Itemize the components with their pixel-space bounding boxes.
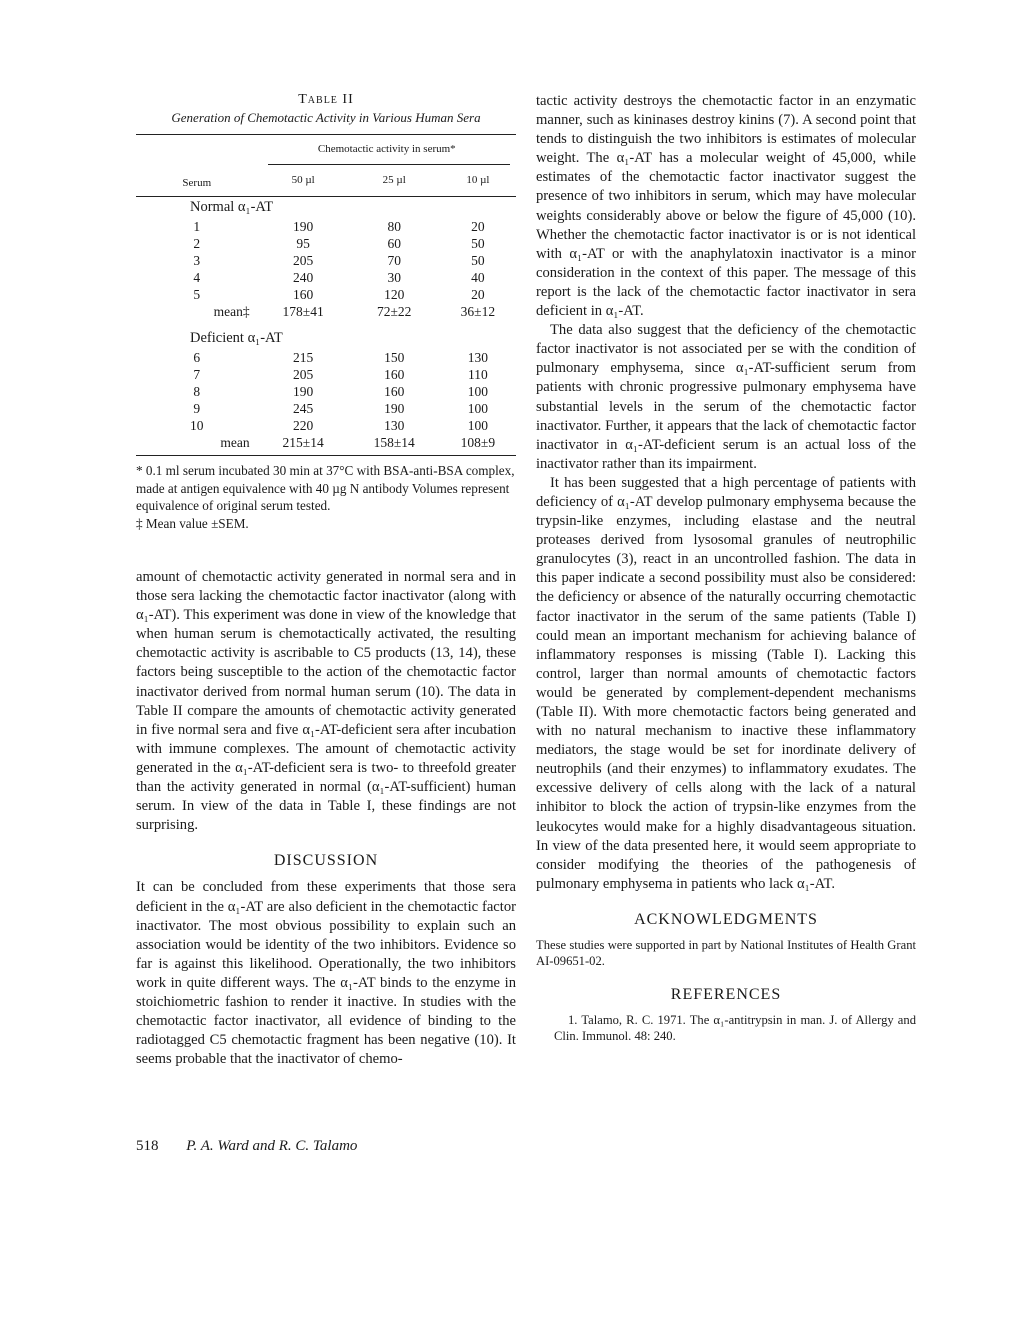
- paragraph: It has been suggested that a high percentage of patients with deficiency of α₁-AT develop pulmonary emphysema because the trypsin-like enzymes, including elastase and the neutral proteases derived from lysosomal granules of neutrophilic granulocytes (3), react in an uncontrolled fashion. The data in this paper indicate a second possibility must also be considered: the deficiency or absence of the naturally occurring chemotactic factor inactivator in the serum of the same patients (Table I) could mean an important mechanism for achieving balance of inflammatory responses is missing (Table I). Lacking this control, larger than normal amounts of chemotactic factors would be generated by complement-dependent mechanisms (Table II). With more chemotactic factors being generated and with no natural mechanism to inactive these inflammatory mediators, the stage would be set for inordinate delivery of neutrophils (and their enzymes) to inflammatory exudates. The excessive delivery of cells along with the lack of a natural inhibitor to block the action of trypsin-like enzymes from the leukocytes would make for a highly disadvantageous situation. In view of the data presented here, it would seem appropriate to consider modifying the theories of the pathogenesis of pulmonary emphysema in patients who lack α₁-AT.: [536, 474, 916, 892]
- discussion-heading: DISCUSSION: [273, 852, 379, 870]
- group-header: [258, 135, 516, 165]
- value-cell: 190: [384, 401, 405, 416]
- group-label: Normal α₁-AT: [190, 199, 274, 215]
- running-authors: P. A. Ward and R. C. Talamo: [186, 1138, 358, 1154]
- paragraph: It can be concluded from these experiments that those sera deficient in the α₁-AT are also deficient in the chemotactic factor inactivator. The most obvious possibility to explain such an association would be identity of the two inhibitors. Evidence so far is against this likelihood. Operationally, the two inhibitors work in quite different ways. The α₁-AT binds to the enzyme in stoichiometric fashion to render it inactive. In studies with the chemotactic factor inactivator, all evidence of binding to the radiotagged C5 chemotactic fragment has been negative (10). It seems probable that the inactivator of chemo-: [136, 879, 516, 1068]
- value-cell: 215±14: [282, 435, 324, 450]
- table-row: [136, 400, 516, 417]
- col-header: 10 µl: [466, 174, 490, 186]
- value-cell: 72±22: [377, 304, 412, 319]
- acknowledgments-heading: ACKNOWLEDGMENTS: [634, 910, 818, 928]
- group-label: Deficient α₁-AT: [190, 330, 283, 346]
- page-footer: [136, 1138, 357, 1155]
- group-row: [136, 320, 516, 349]
- value-cell: 100: [467, 401, 489, 416]
- serum-cell: 8: [193, 384, 201, 399]
- table-row: [136, 303, 516, 320]
- value-cell: 108±9: [460, 435, 496, 450]
- table-title: Generation of Chemotactic Activity in Various Human Sera: [171, 110, 481, 125]
- value-cell: 36±12: [460, 304, 496, 319]
- value-cell: 110: [468, 367, 488, 382]
- table-row: [136, 366, 516, 383]
- reference-item: 1. Talamo, R. C. 1971. The α₁-antitrypsin in man. J. of Allergy and Clin. Immunol. 48: 240.: [554, 1013, 916, 1044]
- value-cell: 158±14: [373, 435, 415, 450]
- right-column: [536, 92, 916, 1044]
- value-cell: 40: [471, 270, 485, 285]
- value-cell: 215: [293, 350, 314, 365]
- left-column: [136, 568, 516, 1069]
- table-row: [136, 235, 516, 252]
- value-cell: 178±41: [282, 304, 324, 319]
- paragraph: The data also suggest that the deficiency of the chemotactic factor inactivator is not associated per se with the condition of pulmonary emphysema, since α₁-AT-sufficient serum from patients with chronic progressive pulmonary emphysema have substantial levels in the serum of the chemotactic factor inactivator. Further, it appears that the lack of chemotactic factor inactivator in α₁-AT-deficient serum is an actual loss of the inactivator rather than its impairment.: [536, 322, 916, 472]
- footnote: * 0.1 ml serum incubated 30 min at 37°C with BSA-anti-BSA complex, made at antigen equivalence with 40 µg N antibody Volumes represent equivalence of original serum tested.: [136, 463, 515, 513]
- value-cell: 95: [296, 236, 310, 251]
- value-cell: 120: [384, 287, 405, 302]
- paragraph: amount of chemotactic activity generated in normal sera and in those sera lacking the chemotactic factor inactivator (along with α₁-AT). This experiment was done in view of the knowledge that when human serum is chemotactically activated, the resulting chemotactic activity is ascribable to C5 products (13, 14), these factors being susceptible to the action of the chemotactic factor inactivator derived from normal human serum (10). The data in Table II compare the amounts of chemotactic activity generated in five normal sera and five α₁-AT-deficient sera after incubation with immune complexes. The amount of chemotactic activity generated in the α₁-AT-deficient sera is two- to threefold greater than the activity generated in normal (α₁-AT-sufficient) human serum. In view of the data in Table I, these findings are not surprising.: [136, 569, 516, 834]
- value-cell: 100: [467, 384, 489, 399]
- serum-cell: 4: [193, 270, 201, 285]
- value-cell: 190: [293, 219, 314, 234]
- col-header: 25 µl: [382, 174, 406, 186]
- value-cell: 100: [467, 418, 489, 433]
- value-cell: 220: [293, 418, 314, 433]
- table-2: [136, 92, 516, 532]
- table-row: [136, 417, 516, 434]
- serum-cell: 1: [193, 219, 201, 234]
- value-cell: 245: [293, 401, 314, 416]
- value-cell: 160: [384, 384, 405, 399]
- col-header: Serum: [182, 177, 212, 189]
- acknowledgments-text: These studies were supported in part by National Institutes of Health Grant AI-09651-02.: [536, 938, 916, 969]
- value-cell: 150: [384, 350, 405, 365]
- references-heading: REFERENCES: [670, 986, 782, 1004]
- serum-cell: 5: [193, 287, 201, 302]
- value-cell: 80: [387, 219, 401, 234]
- serum-cell: 9: [193, 401, 201, 416]
- serum-cell: mean: [220, 435, 250, 450]
- page-number: 518: [136, 1138, 159, 1154]
- footnote: ‡ Mean value ±SEM.: [136, 515, 249, 531]
- paragraph: tactic activity destroys the chemotactic factor in an enzymatic manner, such as kininases destroy kinins (7). A second point that tends to distinguish the two inhibitors is estimates of molecular weight. The α₁-AT has a molecular weight of 45,000, while estimates of the chemotactic factor inactivator suggest the presence of two inhibitors in serum, which may have molecular weights considerably above or below the figure of 45,000 (10). Whether the chemotactic factor inactivator is or is not identical with α₁-AT or with the anaphylatoxin inactivator is a minor consideration in the context of this paper. The message of this report is the lack of the chemotactic factor inactivator in sera deficient in α₁-AT.: [536, 93, 916, 320]
- table-footnotes: [136, 462, 516, 532]
- serum-cell: 10: [190, 418, 204, 433]
- value-cell: 70: [387, 253, 401, 268]
- value-cell: 20: [471, 287, 485, 302]
- table-row: [136, 434, 516, 451]
- group-header-text: Chemotactic activity in serum*: [317, 143, 456, 155]
- value-cell: 130: [384, 418, 405, 433]
- serum-cell: 3: [193, 253, 201, 268]
- serum-cell: 7: [193, 367, 201, 382]
- serum-cell: 6: [193, 350, 201, 365]
- data-table: [136, 135, 516, 451]
- table-label: Table II: [298, 92, 354, 107]
- value-cell: 130: [467, 350, 489, 365]
- value-cell: 240: [293, 270, 314, 285]
- col-header: 50 µl: [291, 174, 315, 186]
- value-cell: 160: [384, 367, 405, 382]
- value-cell: 20: [471, 219, 485, 234]
- value-cell: 50: [471, 253, 485, 268]
- value-cell: 190: [293, 384, 314, 399]
- serum-cell: mean‡: [213, 304, 250, 319]
- table-row: [136, 286, 516, 303]
- table-row: [136, 252, 516, 269]
- serum-cell: 2: [193, 236, 201, 251]
- value-cell: 50: [471, 236, 485, 251]
- value-cell: 160: [293, 287, 314, 302]
- table-bottom-rule: [136, 455, 516, 456]
- group-row: [136, 197, 516, 218]
- table-row: [136, 383, 516, 400]
- table-row: [136, 349, 516, 366]
- table-row: [136, 218, 516, 235]
- value-cell: 205: [293, 253, 314, 268]
- value-cell: 60: [387, 236, 401, 251]
- table-row: [136, 269, 516, 286]
- value-cell: 205: [293, 367, 314, 382]
- value-cell: 30: [387, 270, 401, 285]
